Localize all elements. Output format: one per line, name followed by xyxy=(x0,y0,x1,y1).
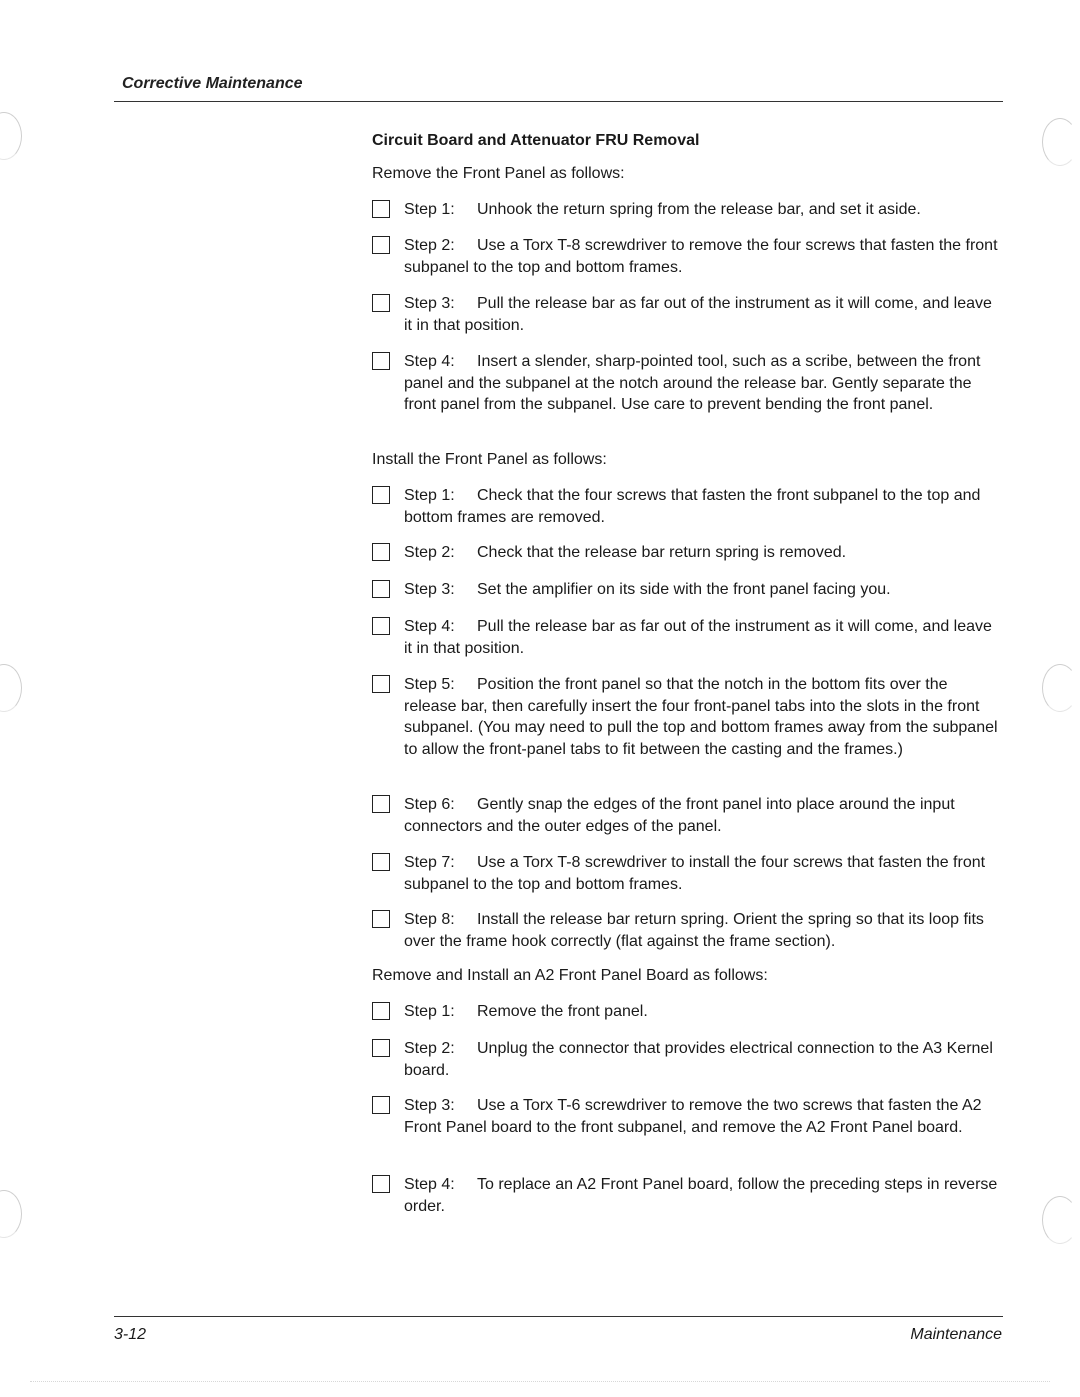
step-label: Step 4: xyxy=(404,1176,455,1193)
binder-hole-mark xyxy=(1042,664,1078,712)
step-checkbox[interactable] xyxy=(372,910,390,928)
binder-hole-mark xyxy=(1042,1196,1078,1244)
install-step-7 xyxy=(372,852,1002,895)
step-label: Step 2: xyxy=(404,544,455,561)
step-label: Step 3: xyxy=(404,295,455,312)
footer-section-name: Maintenance xyxy=(910,1326,1002,1343)
step-text: Insert a slender, sharp-pointed tool, such as a scribe, between the front panel and the subpanel at the notch around the release bar. Gently separate the front panel from the subpanel. Use care to prevent bending the front panel. xyxy=(404,353,981,413)
footer-rule xyxy=(114,1316,1003,1317)
step-label: Step 8: xyxy=(404,911,455,928)
removal-intro: Remove the Front Panel as follows: xyxy=(372,165,625,182)
step-checkbox[interactable] xyxy=(372,352,390,370)
step-checkbox[interactable] xyxy=(372,294,390,312)
step-label: Step 3: xyxy=(404,581,455,598)
scan-edge xyxy=(30,1381,1050,1382)
step-label: Step 4: xyxy=(404,618,455,635)
step-text: Gently snap the edges of the front panel into place around the input connectors and the outer edges of the panel. xyxy=(404,796,955,835)
step-text: Unplug the connector that provides electrical connection to the A3 Kernel board. xyxy=(404,1040,993,1079)
step-checkbox[interactable] xyxy=(372,486,390,504)
step-checkbox[interactable] xyxy=(372,236,390,254)
step-checkbox[interactable] xyxy=(372,543,390,561)
header-rule xyxy=(114,101,1003,102)
step-checkbox[interactable] xyxy=(372,675,390,693)
binder-hole-mark xyxy=(1042,118,1078,166)
install-step-6 xyxy=(372,794,1002,837)
step-label: Step 1: xyxy=(404,1003,455,1020)
step-label: Step 5: xyxy=(404,676,455,693)
removal-step-3 xyxy=(372,293,1002,336)
step-text: Position the front panel so that the notch in the bottom fits over the release bar, then carefully insert the four front-panel tabs into the slots in the front subpanel. (You may need to pull the top and bottom frames away from the subpanel to allow the front-panel tabs to fit between the casting and the frames.) xyxy=(404,676,998,758)
running-header: Corrective Maintenance xyxy=(122,75,303,92)
binder-hole-mark xyxy=(0,1190,22,1238)
install-step-8 xyxy=(372,909,1002,952)
step-text: Use a Torx T-6 screwdriver to remove the two screws that fasten the A2 Front Panel board to the front subpanel, and remove the A2 Front Panel board. xyxy=(404,1097,982,1136)
install-step-4 xyxy=(372,616,1002,659)
install-step-1 xyxy=(372,485,1002,528)
a2-step-4 xyxy=(372,1174,1002,1217)
section-heading: Circuit Board and Attenuator FRU Removal xyxy=(372,132,700,149)
install-step-2 xyxy=(372,542,1002,564)
step-checkbox[interactable] xyxy=(372,1096,390,1114)
step-label: Step 1: xyxy=(404,201,455,218)
a2-step-2 xyxy=(372,1038,1002,1081)
a2-board-intro: Remove and Install an A2 Front Panel Board as follows: xyxy=(372,967,768,984)
step-checkbox[interactable] xyxy=(372,1039,390,1057)
step-text: Use a Torx T-8 screwdriver to install the four screws that fasten the front subpanel to the top and bottom frames. xyxy=(404,854,986,893)
step-checkbox[interactable] xyxy=(372,200,390,218)
step-label: Step 3: xyxy=(404,1097,455,1114)
install-step-5 xyxy=(372,674,1002,760)
step-checkbox[interactable] xyxy=(372,580,390,598)
step-checkbox[interactable] xyxy=(372,795,390,813)
install-intro: Install the Front Panel as follows: xyxy=(372,451,607,468)
removal-step-4 xyxy=(372,351,1002,416)
step-label: Step 4: xyxy=(404,353,455,370)
step-text: Check that the four screws that fasten the front subpanel to the top and bottom frames are removed. xyxy=(404,487,981,526)
step-checkbox[interactable] xyxy=(372,853,390,871)
step-label: Step 2: xyxy=(404,1040,455,1057)
page-number: 3-12 xyxy=(114,1326,147,1343)
step-text: Set the amplifier on its side with the front panel facing you. xyxy=(477,581,891,598)
step-text: Install the release bar return spring. Orient the spring so that its loop fits over the frame hook correctly (flat against the frame section). xyxy=(404,911,984,950)
step-checkbox[interactable] xyxy=(372,617,390,635)
a2-step-3 xyxy=(372,1095,1002,1138)
step-text: Pull the release bar as far out of the instrument as it will come, and leave it in that position. xyxy=(404,295,992,334)
step-text: Unhook the return spring from the release bar, and set it aside. xyxy=(477,201,921,218)
step-text: Remove the front panel. xyxy=(477,1003,648,1020)
step-text: Check that the release bar return spring is removed. xyxy=(477,544,847,561)
step-checkbox[interactable] xyxy=(372,1175,390,1193)
removal-step-1 xyxy=(372,199,1002,221)
install-step-3 xyxy=(372,579,1002,601)
step-label: Step 1: xyxy=(404,487,455,504)
a2-step-1 xyxy=(372,1001,1002,1023)
step-text: Use a Torx T-8 screwdriver to remove the four screws that fasten the front subpanel to the top and bottom frames. xyxy=(404,237,998,276)
step-label: Step 2: xyxy=(404,237,455,254)
step-text: Pull the release bar as far out of the instrument as it will come, and leave it in that position. xyxy=(404,618,992,657)
step-checkbox[interactable] xyxy=(372,1002,390,1020)
binder-hole-mark xyxy=(0,112,22,160)
step-text: To replace an A2 Front Panel board, follow the preceding steps in reverse order. xyxy=(404,1176,998,1215)
binder-hole-mark xyxy=(0,664,22,712)
step-label: Step 6: xyxy=(404,796,455,813)
removal-step-2 xyxy=(372,235,1002,278)
step-label: Step 7: xyxy=(404,854,455,871)
